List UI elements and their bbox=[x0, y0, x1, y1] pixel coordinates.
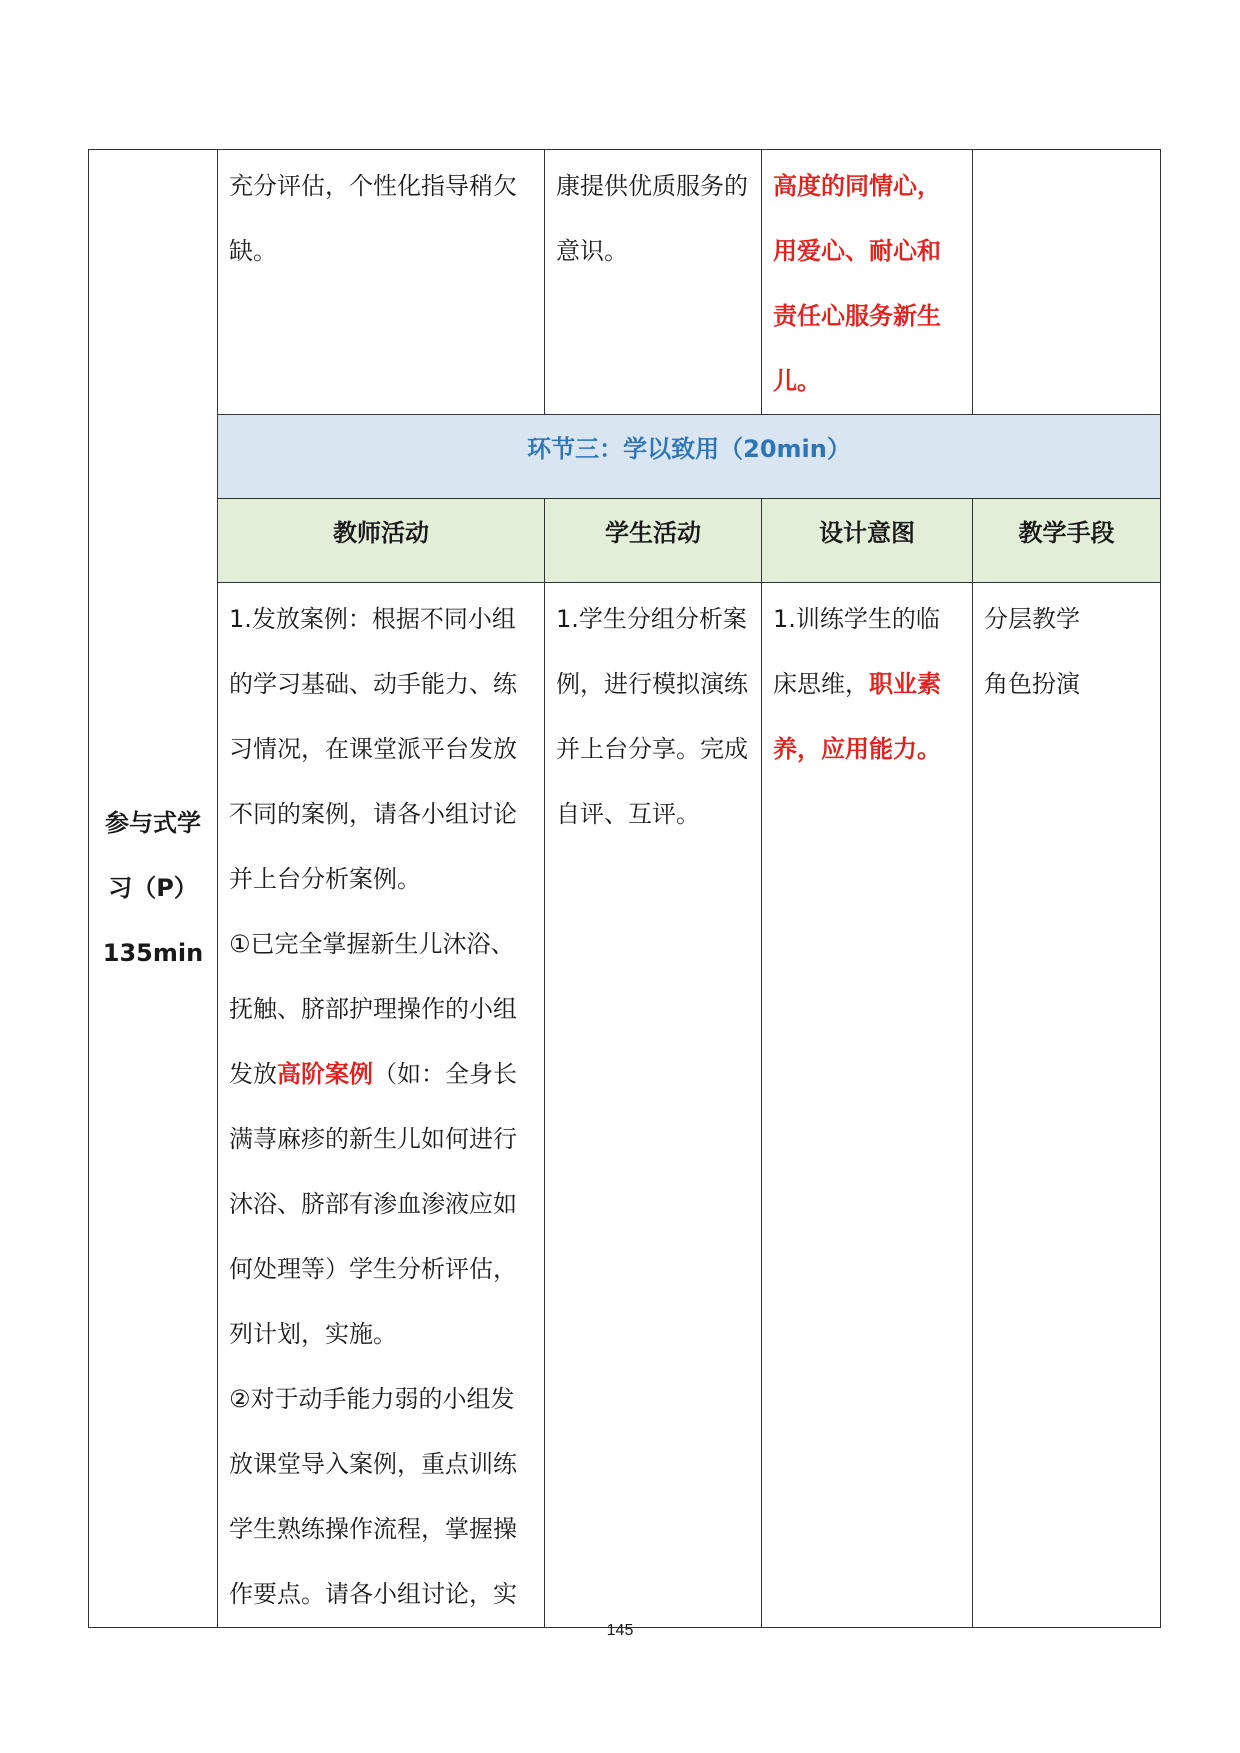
stage-cell bbox=[89, 150, 218, 1628]
advanced-case-highlight: 高阶案例 bbox=[277, 1060, 373, 1088]
main-means-cell bbox=[973, 583, 1161, 1628]
page-number: 145 bbox=[606, 1622, 634, 1639]
header-design: 设计意图 bbox=[762, 499, 973, 583]
teacher-paragraph-3: ②对于动手能力弱的小组发放课堂导入案例，重点训练学生熟练操作流程，掌握操作要点。请各小组讨论，实 bbox=[229, 1385, 517, 1608]
teacher-p2-before: ①已完全掌握新生儿沐浴、抚触、脐部护理操作的小组发放 bbox=[229, 930, 517, 1088]
top-teacher-cell bbox=[218, 150, 545, 415]
top-design-cell bbox=[762, 150, 973, 415]
main-teacher-text bbox=[218, 583, 544, 1627]
stage-duration: 135min bbox=[102, 939, 204, 967]
header-student: 学生活动 bbox=[545, 499, 762, 583]
teacher-p2-after: （如：全身长满荨麻疹的新生儿如何进行沐浴、脐部有渗血渗液应如何处理等）学生分析评估，列计划，实施。 bbox=[229, 1060, 517, 1348]
top-teacher-text: 充分评估，个性化指导稍欠缺。 bbox=[229, 172, 517, 265]
design-text-before: 1.训练学生的临床思维， bbox=[773, 605, 940, 698]
section-row bbox=[89, 415, 1161, 499]
top-means-text bbox=[973, 150, 1160, 154]
section-title-cell bbox=[218, 415, 1161, 499]
main-student-cell bbox=[545, 583, 762, 1628]
table-row-top bbox=[89, 150, 1161, 415]
teacher-paragraph-1: 1.发放案例：根据不同小组的学习基础、动手能力、练习情况，在课堂派平台发放不同的案例，请各小组讨论并上台分析案例。 bbox=[229, 605, 517, 893]
main-design-cell bbox=[762, 583, 973, 1628]
top-design-text: 高度的同情心，用爱心、耐心和责任心服务新生儿。 bbox=[773, 172, 941, 395]
top-student-cell bbox=[545, 150, 762, 415]
main-student-text: 1.学生分组分析案例，进行模拟演练并上台分享。完成自评、互评。 bbox=[556, 605, 748, 828]
header-teacher: 教师活动 bbox=[218, 499, 545, 583]
section-title: 环节三：学以致用（20min） bbox=[527, 435, 851, 463]
header-means: 教学手段 bbox=[973, 499, 1161, 583]
design-highlight: 职业素养，应用能力。 bbox=[773, 670, 941, 763]
main-means-text bbox=[973, 583, 1160, 717]
top-means-cell bbox=[973, 150, 1161, 415]
means-item-1: 分层教学 bbox=[984, 605, 1080, 633]
header-row bbox=[89, 499, 1161, 583]
main-teacher-cell bbox=[218, 583, 545, 1628]
teacher-paragraph-2 bbox=[229, 912, 534, 1367]
stage-label-line1: 参与式学 bbox=[105, 809, 201, 837]
lesson-plan-table bbox=[88, 149, 1161, 1628]
table-row-main bbox=[89, 583, 1161, 1628]
main-design-text bbox=[762, 583, 972, 782]
means-item-2: 角色扮演 bbox=[984, 670, 1080, 698]
top-student-text: 康提供优质服务的意识。 bbox=[556, 172, 748, 265]
stage-label-line2: 习（P） bbox=[108, 874, 198, 902]
